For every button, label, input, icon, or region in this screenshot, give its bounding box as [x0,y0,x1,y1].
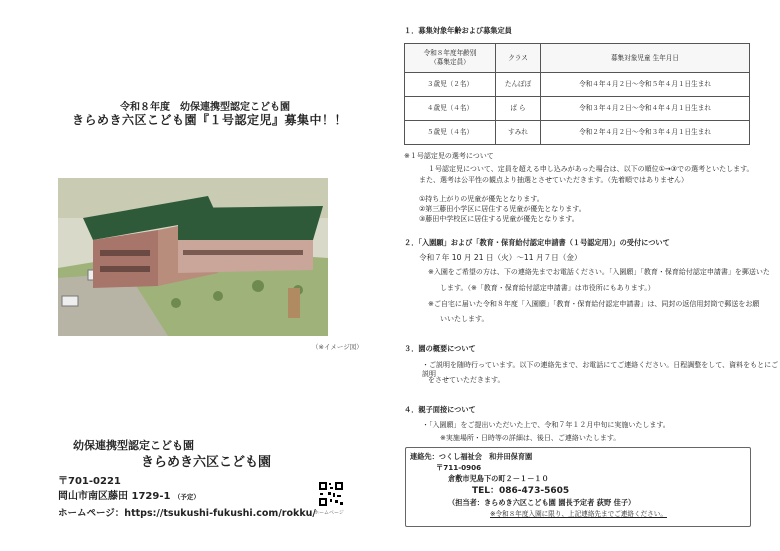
contact-postal: 〒711-0906 [436,463,482,472]
section-3-title: ３．園の概要について [404,344,476,353]
contact-note: ※令和８年度入園に限り、上記連絡先までご連絡ください。 [490,510,667,518]
table-header: 募集対象児童 生年月日 [541,44,750,73]
table-cell: 令和４年４月２日～令和５年４月１日生まれ [541,73,750,97]
section-1-title: １．募集対象年齢および募集定員 [404,26,512,35]
contact-label: 連絡先：つくし福祉会 和井田保育園 [410,452,533,461]
table-cell: すみれ [496,121,541,145]
address-note: （予定） [173,493,200,501]
table-cell: ５歳児（４名） [405,121,496,145]
postal-code: 〒701-0221 [58,476,121,487]
application-note: いいたします。 [440,315,489,323]
section-4-title: ４．親子面接について [404,405,476,414]
selection-note-line: １号認定児について、定員を超える申し込みがあった場合は、以下の順位①→③での選考といたします。 [428,165,754,173]
interview-text: ※実施場所・日時等の詳細は、後日、ご連絡いたします。 [440,434,621,442]
overview-text: をさせていただきます。 [428,376,505,384]
contact-phone[interactable]: TEL：086-473-5605 [472,486,570,496]
table-cell: ば ら [496,97,541,121]
table-cell: ４歳児（４名） [405,97,496,121]
qr-label: ホームページ [314,510,344,516]
overview-text: ・ご説明を随時行っています。以下の連絡先まで、お電話にてご連絡ください。日程調整をして、資料をもとにご説明 [422,361,779,379]
table-cell: 令和３年４月２日～令和４年４月１日生まれ [541,97,750,121]
enrollment-table [404,43,750,145]
table-row [405,121,750,145]
page-title: きらめき六区こども園『１号認定児』募集中！！ [72,113,348,127]
table-header: 令和８年度年齢別 （募集定員） [405,44,496,73]
interview-text: ・「入園願」をご提出いただいた上で、令和７年１２月中旬に実施いたします。 [422,421,670,429]
application-note: します。（※「教育・保育給付認定申請書」は市役所にもあります。） [440,284,655,292]
table-cell: ３歳児（２名） [405,73,496,97]
selection-note-heading: ※１号認定児の選考について [404,152,494,160]
org-name: きらめき六区こども園 [141,455,272,470]
application-note: ※入園をご希望の方は、下の連絡先までお電話ください。「入園願」「教育・保育給付認定申請書」を郵送いた [428,268,770,276]
contact-address: 倉敷市児島下の町２－１－１０ [448,474,549,483]
table-row [405,73,750,97]
table-cell: たんぽぽ [496,73,541,97]
priority-item: ③藤田中学校区に居住する児童が優先となります。 [419,215,579,223]
homepage-link[interactable]: ホームページ：https://tsukushi-fukushi.com/rokku/ [58,508,316,519]
priority-item: ②第三藤田小学区に居住する児童が優先となります。 [419,205,586,213]
section-2-title: ２．「入園願」および「教育・保育給付認定申請書（１号認定用）」の受付について [404,238,670,247]
qr-code-icon[interactable] [318,481,344,507]
application-period: 令和７年 10 月 21 日（火）～11 月７日（金） [419,253,582,262]
contact-person: （担当者：きらめき六区こども園 園長予定者 荻野 佳子） [448,498,636,507]
application-note: ※ご自宅に届いた令和８年度「入園願」「教育・保育給付認定申請書」は、同封の返信用封筒で郵送をお願 [428,300,760,308]
address: 岡山市南区藤田 1729-1 （予定） [58,491,200,502]
table-header: クラス [496,44,541,73]
subtitle: 令和８年度 幼保連携型認定こども園 [120,102,290,113]
selection-note-line: また、選考は公平性の観点より抽選とさせていただきます。（先着順ではありません） [419,176,688,184]
building-illustration [58,178,328,336]
priority-item: ①持ち上がりの児童が優先となります。 [419,195,544,203]
table-row [405,97,750,121]
image-note: （※イメージ図） [312,343,363,351]
table-cell: 令和２年４月２日～令和３年４月１日生まれ [541,121,750,145]
org-type: 幼保連携型認定こども園 [73,439,194,452]
contact-box [405,447,751,527]
